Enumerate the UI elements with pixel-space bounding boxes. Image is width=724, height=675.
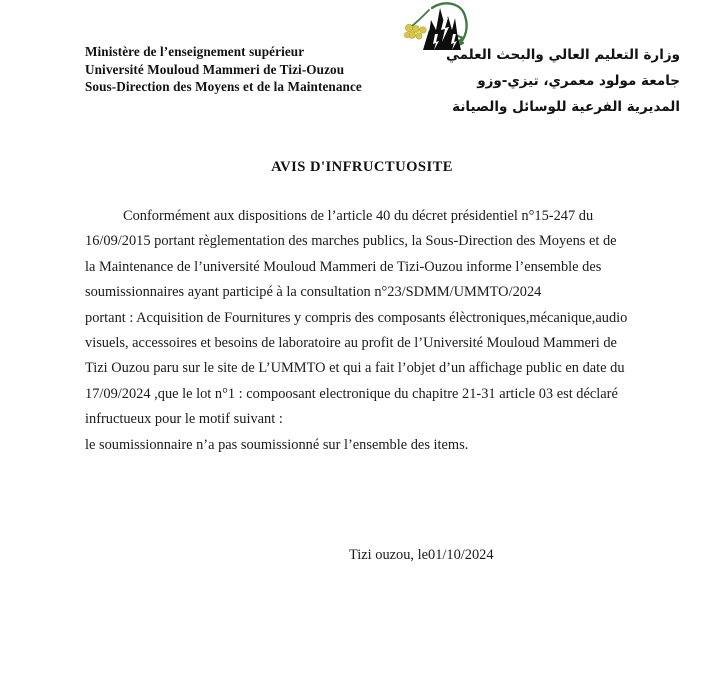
body-paragraph-line: portant : Acquisition de Fournitures y compris des composants élèctroniques,mécanique,audio — [85, 309, 628, 326]
signature-place-date: Tizi ouzou, le01/10/2024 — [349, 547, 494, 563]
body-paragraph-line: visuels, accessoires et besoins de laboratoire au profit de l’Université Mouloud Mammeri de — [85, 335, 617, 352]
letterhead-ar-line-2: جامعة مولود معمري، تيزي-وزو — [477, 73, 680, 89]
page-title: AVIS D'INFRUCTUOSITE — [271, 159, 453, 175]
body-paragraph-line: infructueux pour le motif suivant : — [85, 411, 283, 428]
body-paragraph-line: soumissionnaires ayant participé à la consultation n°23/SDMM/UMMTO/2024 — [85, 284, 542, 301]
letterhead-french — [85, 43, 362, 96]
body-paragraph-line: 17/09/2024 ,que le lot n°1 : compoosant electronique du chapitre 21-31 article 03 est déclaré — [85, 385, 618, 402]
letterhead-ar-line-1: وزارة التعليم العالي والبحث العلمي — [445, 47, 680, 63]
body-paragraph-line: le soumissionnaire n’a pas soumissionné sur l’ensemble des items. — [85, 436, 469, 453]
letterhead-fr-line-3: Sous-Direction des Moyens et de la Maintenance — [85, 79, 362, 95]
body-paragraph-line: Conformément aux dispositions de l’article 40 du décret présidentiel n°15-247 du — [123, 208, 594, 224]
body-paragraph-line: la Maintenance de l’université Mouloud Mammeri de Tizi-Ouzou informe l’ensemble des — [85, 258, 602, 275]
letterhead-ar-line-3: المديرية الفرعية للوسائل والصيانة — [452, 99, 680, 115]
body-paragraph-line: 16/09/2015 portant règlementation des marches publics, la Sous-Direction des Moyens et de — [85, 233, 617, 250]
letterhead-fr-line-2: Université Mouloud Mammeri de Tizi-Ouzou — [85, 61, 345, 77]
letterhead-arabic — [446, 42, 680, 120]
letterhead-fr-line-1: Ministère de l’enseignement supérieur — [85, 44, 305, 59]
document-header — [0, 0, 724, 140]
body-paragraph-line: Tizi Ouzou paru sur le site de L’UMMTO et qui a fait l’objet d’un affichage public en date du — [85, 360, 625, 377]
document-body — [85, 204, 645, 458]
